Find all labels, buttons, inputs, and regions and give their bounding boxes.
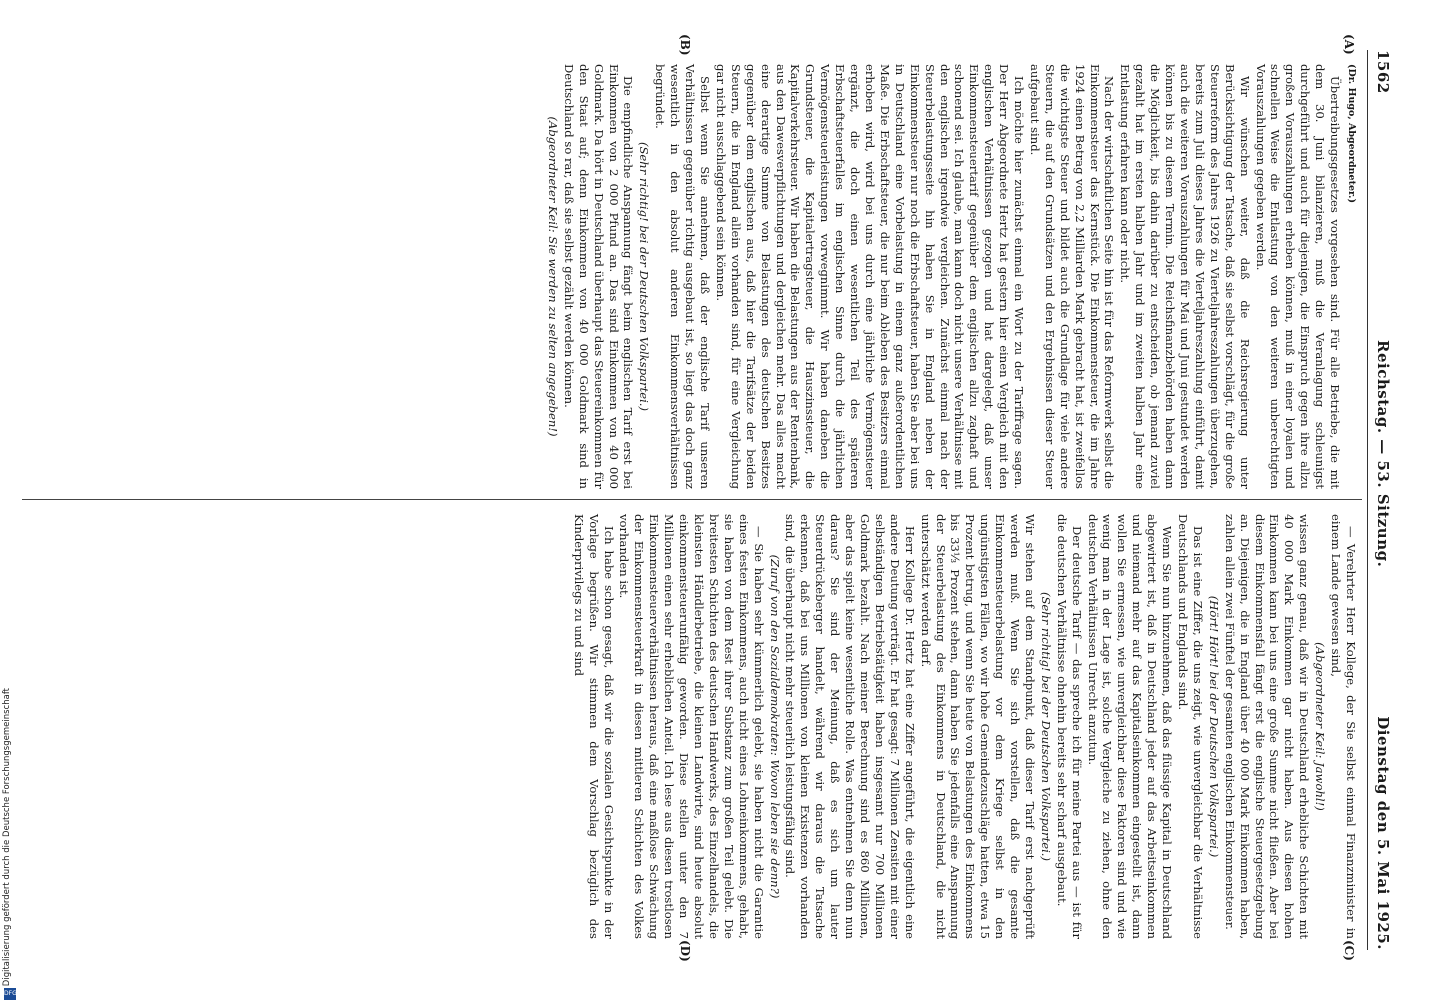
paragraph: Herr Kollege Dr. Hertz hat eine Ziffer angeführt, die eigentlich eine andere Deutung verträgt. Er hat gesagt: 7 Millionen Zensiten mit einer selbständigen Betriebstätigkeit haben insgesamt nur 700 Millionen Goldmark bezahlt. Nach meiner Berechnung sind es 860 Millionen, aber das spielt keine wesentliche Rolle. Was entnehmen Sie denn nun daraus? Sie sind der Meinung, daß es sich um lauter Steuerdrückeberger handelt, während wir daraus die Tatsache erkennen, daß bei uns Millionen von kleinen Existenzen vorhanden sind, die überhaupt nicht mehr steuerlich leistungsfähig sind. bbox=[783, 514, 917, 939]
interjection: (Hört! Hört! bei der Deutschen Volkspartei.) bbox=[1206, 595, 1221, 858]
interjection: (Sehr richtig! bei der Deutschen Volkspartei.) bbox=[1038, 591, 1053, 862]
page-header bbox=[1366, 50, 1392, 950]
paragraph: — Sie haben sehr kümmerlich gelebt, sie haben nicht die Garantie eines festen Einkommens, auch nicht eines Lohneinkommens, gehabt, sie haben von dem Rest ihrer Substanz zum großen Teil gelebt. Die breitesten Schichten des deutschen Handwerks, des Einzelhandels, die kleinsten Händlerbetriebe, die kleinen Landwirte, sind heute absolut einkommensteuerunfähig geworden. Diese stellen unter den 7 Millionen einen sehr erheblichen Anteil. Ich lese aus diesen trostlosen Einkommensteuerverhältnissen heraus, daß eine maßlose Schwächung der Einkommensteuerkraft in diesen mittleren Schichten des Volkes vorhanden ist. bbox=[617, 514, 766, 939]
page-number: 1562 bbox=[1374, 50, 1392, 94]
left-column bbox=[544, 64, 1358, 489]
running-title: Reichstag. — 53. Sitzung. bbox=[1374, 340, 1392, 568]
paragraph: wissen ganz genau, daß wir in Deutschland erhebliche Schichten mit 40 000 Mark Einkommen gar nicht haben. Aus diesen hohen Einkommen kann bei uns eine große Summe nicht fließen. Aber bei diesem Einkommensfall fängt erst die englische Steuergesetzgebung an. Diejenigen, die in England über 40 000 Mark Einkommen haben, zahlen allein zwei Fünftel der gesamten englischen Einkommensteuer. bbox=[1222, 514, 1312, 939]
paragraph: Ich habe schon gesagt, daß wir die sozialen Gesichtspunkte in der Vorlage begrüßen. Wir stimmen dem Vorschlag bezüglich des Kinderprivilegs zu und sind bbox=[571, 514, 616, 939]
margin-mark-d: (D) bbox=[678, 940, 692, 962]
rotated-page-sheet bbox=[2, 34, 1392, 962]
paragraph: Die empfindliche Anspannung fängt beim englischen Tarif erst bei Einkommen von 2 000 Pfund an. Das sind Einkommen von 40 000 Goldmark. Da hört in Deutschland überhaupt das Steuereinkommen für den Staat auf; denn Einkommen von 40 000 Goldmark sind in Deutschland so rar, daß sie selbst gezählt werden können. bbox=[561, 64, 636, 489]
digitization-footer bbox=[2, 0, 18, 1000]
interjection: (Abgeordneter Keil: Jawohl!) bbox=[1313, 642, 1328, 811]
margin-mark-b: (B) bbox=[678, 34, 692, 56]
speaker-line: (Dr. Hugo, Abgeordneter.) bbox=[1346, 64, 1357, 203]
paragraph: Wir stehen auf dem Standpunkt, daß dieser Tarif erst nachgeprüft werden muß. Wenn Sie sich vorstellen, daß die gesamte Einkommensteuerbelastung vor dem Kriege selbst in den ungünstigsten Fällen, wo wir hohe Gemeindezuschläge hatten, etwa 15 Prozent betrug, und wenn Sie heute von Belastungen des Einkommens bis 33⅓ Prozent stehen, dann haben Sie jedenfalls eine Anspannung der Steuerbelastung des Einkommens in Deutschland, die nicht unterschätzt werden darf. bbox=[918, 514, 1037, 939]
paragraph: Nach der wirtschaftlichen Seite hin ist für das Reformwerk selbst die Einkommensteuer das Kernstück. Die Einkommensteuer, die im Jahre 1924 einen Betrag von 2,2 Milliarden Mark gebracht hat, ist zweifellos die wichtigste Steuer und bildet auch die Grundlage für viele andere Steuern, die auf den Grundsätzen und den Ergebnissen dieser Steuer aufgebaut sind. bbox=[1027, 64, 1117, 489]
paragraph: Wenn Sie nun hinzunehmen, daß das flüssige Kapital in Deutschland abgewirtert ist, daß in Deutschland jeder auf das Arbeitseinkommen und niemand mehr auf das Kapitalseinkommen eingestellt ist, dann wollen Sie ermessen, wie unvergleichbar diese Faktoren sind und wie wenig man in der Lage ist, solche Vergleiche zu ziehen, ohne den deutschen Verhältnissen Unrecht anzutun. bbox=[1085, 514, 1175, 939]
paragraph: Ich möchte hier zunächst einmal ein Wort zu der Tariffrage sagen. Der Herr Abgeordnete Hertz hat gestern hier einen Vergleich mit den englischen Verhältnissen gezogen und hat dargelegt, daß unser Einkommensteuertarif gegenüber dem englischen allzu zaghaft und schonend sei. Ich glaube, man kann doch nicht unsere Verhältnisse mit den englischen irgendwie vergleichen. Zunächst einmal nach der Steuerbelastungsseite hin haben Sie in England neben der Einkommensteuer nur noch die Erbschaftsteuer, haben Sie aber bei uns in Deutschland eine Vorbelastung in einem ganz außerordentlichen Maße. Die Erbschaftsteuer, die nur beim Ableben des Besitzers einmal erhoben wird, wird bei uns durch eine jährliche Vermögensteuer ergänzt, die doch einen wesentlichen Teil des späteren Erbschaftsteuerfalles im englischen Sinne durch die jährlichen Vermögensteuerleistungen vorwegnimmt. Wir haben daneben die Grundsteuer, die Kapitalertragsteuer, die Hauszinssteuer, die Kapitalverkehrsteuer. Wir haben die Belastungen aus der Rentenbank, aus den Dawesverpflichtungen und dergleichen mehr. Das alles macht eine derartige Summe von Belastungen des deutschen Besitzes gegenüber dem englischen aus, daß hier die Tarifsätze der beiden Steuern, die in England allein vorhanden sind, für eine Vergleichung gar nicht ausschlaggebend sein können. bbox=[713, 64, 1027, 489]
margin-mark-c: (C) bbox=[1342, 940, 1356, 961]
right-column bbox=[570, 514, 1358, 939]
interjection: (Sehr richtig! bei der Deutschen Volkspartei.) bbox=[637, 141, 652, 412]
column-divider bbox=[22, 499, 1362, 500]
funding-note: Digitalisierung gefördert durch die Deutsche Forschungsgemeinschaft bbox=[2, 687, 12, 986]
paragraph: — Verehrter Herr Kollege, der Sie selbst einmal Finanzminister in einem Lande gewesen sind, bbox=[1329, 514, 1358, 939]
paragraph: Der deutsche Tarif — das spreche ich für meine Partei aus — ist für die deutschen Verhältnisse ohnehin bereits sehr scharf ausgebaut. bbox=[1054, 514, 1084, 939]
session-date: Dienstag den 5. Mai 1925. bbox=[1374, 716, 1392, 950]
paragraph: Übertreibungsgesetzes vorgesehen sind. Für alle Betriebe, die mit dem 30. Juni bilanzieren, muß die Veranlagung schleunigst durchgeführt und auch für diejenigen, die Einspruch gegen ihre allzu großen Vorauszahlungen erheben können, muß in einer loyalen und schnellen Weise die Entlastung von den weiteren unberechtigten Vorauszahlungen gegeben werden. bbox=[1253, 64, 1343, 489]
dfg-logo-icon: DFG bbox=[4, 988, 16, 1000]
header-rule bbox=[1367, 50, 1368, 950]
paragraph: Selbst wenn Sie annehmen, daß der englische Tarif unseren Verhältnissen gegenüber richtig ausgebaut ist, so liegt das doch ganz wesentlich in den absolut anderen Einkommensverhältnissen begründet. bbox=[653, 64, 713, 489]
margin-mark-a: (A) bbox=[1342, 34, 1356, 55]
paragraph: Wir wünschen weiter, daß die Reichsregierung unter Berücksichtigung der Tatsache, daß sie selbst vorschlägt, für die große Steuerreform des Jahres 1926 zu Vierteljahreszahlungen überzugehen, bereits zum Juli dieses Jahres die Vierteljahreszahlung einführt, damit auch die weiteren Vorauszahlungen für Mai und Juni gestundet werden können bis zu diesem Termin. Die Reichsfinanzbehörden haben dann die Möglichkeit, bis dahin darüber zu entscheiden, ob jemand zuviel gezahlt hat im ersten halben Jahr und im zweiten halben Jahr eine Entlastung erfahren kann oder nicht. bbox=[1118, 64, 1252, 489]
interjection: (Abgeordneter Keil: Sie werden zu selten angegeben!) bbox=[545, 116, 560, 437]
interjection: (Zuruf von den Sozialdemokraten: Wovon leben sie denn?) bbox=[767, 554, 782, 899]
paragraph: Das ist eine Ziffer, die uns zeigt, wie unvergleichbar die Verhältnisse Deutschlands und Englands sind. bbox=[1176, 514, 1205, 939]
